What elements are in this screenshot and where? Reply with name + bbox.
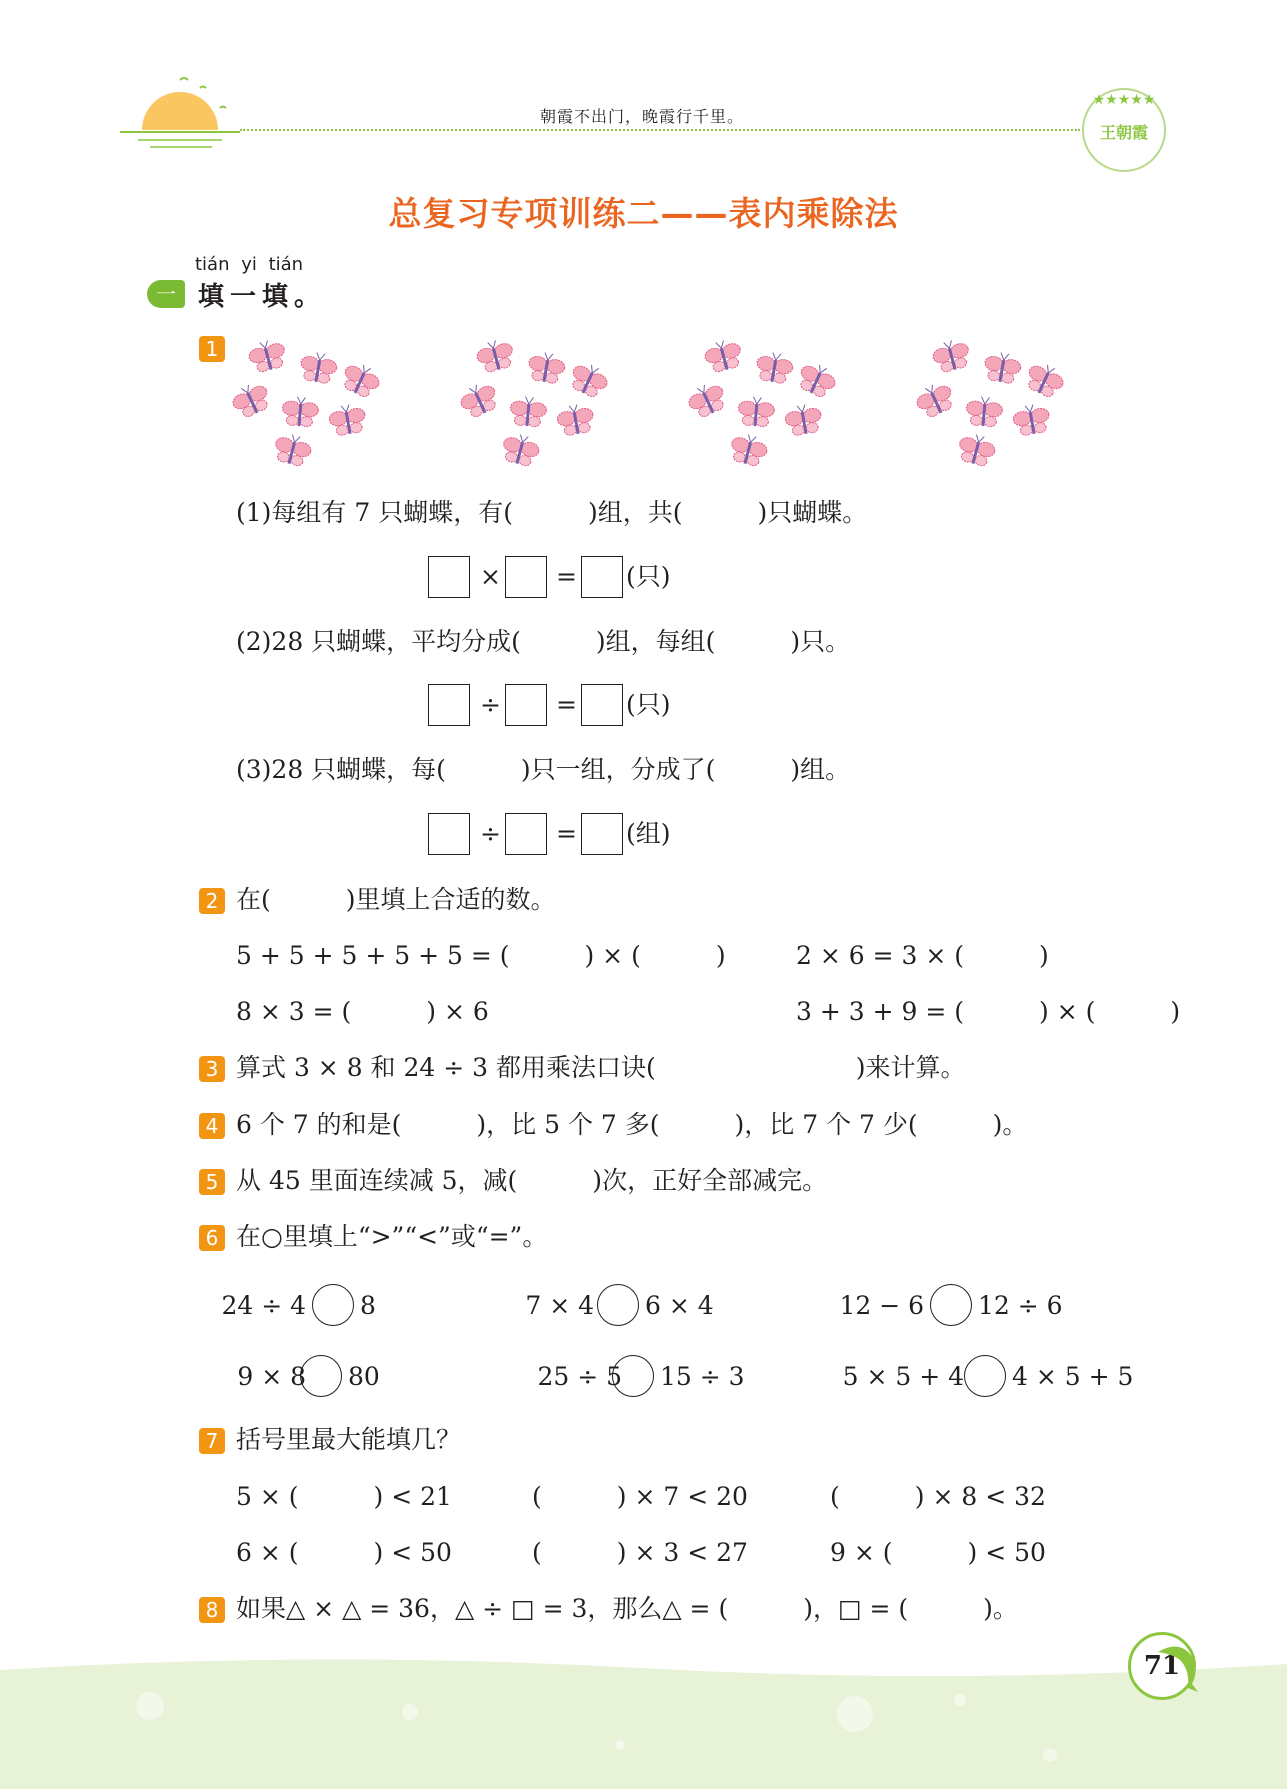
compare-right: 4 × 5 + 5	[1012, 1362, 1134, 1391]
question-2-badge: 2	[199, 888, 225, 914]
q4-text: 6 个 7 的和是( )，比 5 个 7 多( )，比 7 个 7 少( )。	[236, 1110, 1028, 1139]
compare-circle[interactable]	[597, 1284, 639, 1326]
operator: ÷	[480, 690, 501, 719]
q2-item: 3 + 3 + 9 = ( ) × ( )	[796, 997, 1181, 1026]
footer-wave	[0, 1650, 1287, 1789]
answer-box[interactable]	[428, 684, 470, 726]
q5-text: 从 45 里面连续减 5，减( )次，正好全部减完。	[236, 1166, 828, 1195]
compare-right: 8	[360, 1291, 376, 1320]
sunset-decoration	[120, 70, 240, 155]
header-divider	[240, 129, 1080, 131]
butterfly-groups	[230, 330, 1080, 470]
answer-box[interactable]	[505, 813, 547, 855]
q7-item: ( ) × 3 < 27	[532, 1538, 748, 1567]
logo-stars: ★★★★★	[1092, 92, 1156, 108]
header-motto: 朝霞不出门，晚霞行千里。	[540, 107, 745, 126]
q2-item: 8 × 3 = ( ) × 6	[236, 997, 489, 1026]
q6-text: 在○里填上“>”“<”或“=”。	[236, 1222, 548, 1251]
answer-box[interactable]	[581, 556, 623, 598]
q2-text: 在( )里填上合适的数。	[236, 885, 556, 914]
section-number-badge: 一	[147, 280, 185, 308]
compare-circle[interactable]	[930, 1284, 972, 1326]
butterfly-group-1	[230, 337, 383, 468]
unit-label: (只)	[626, 562, 671, 591]
answer-box[interactable]	[505, 684, 547, 726]
answer-box[interactable]	[428, 813, 470, 855]
logo-text: 王朝霞	[1099, 123, 1148, 142]
compare-left: 24 ÷ 4	[221, 1291, 306, 1320]
question-1-badge: 1	[199, 336, 225, 362]
page-title: 总复习专项训练二——表内乘除法	[388, 194, 899, 233]
compare-circle[interactable]	[300, 1355, 342, 1397]
equals-sign: =	[556, 690, 577, 719]
compare-left: 9 × 8	[237, 1362, 306, 1391]
question-3-badge: 3	[199, 1056, 225, 1082]
compare-right: 12 ÷ 6	[978, 1291, 1063, 1320]
answer-box[interactable]	[581, 813, 623, 855]
question-7-badge: 7	[199, 1428, 225, 1454]
q6-compare	[525, 1284, 852, 1328]
compare-right: 6 × 4	[645, 1291, 714, 1320]
q1-part2: (2)28 只蝴蝶，平均分成( )组，每组( )只。	[236, 627, 851, 656]
unit-label: (只)	[626, 690, 671, 719]
compare-left: 12 − 6	[839, 1291, 924, 1320]
q1-equation-3	[428, 813, 688, 857]
question-5-badge: 5	[199, 1169, 225, 1195]
answer-box[interactable]	[581, 684, 623, 726]
page-number: 71	[1128, 1632, 1196, 1700]
unit-label: (组)	[626, 819, 671, 848]
q8-text: 如果△ × △ = 36，△ ÷ □ = 3，那么△ = ( )，□ = ( )。	[236, 1594, 1018, 1623]
butterfly-group-4	[913, 337, 1068, 468]
q6-compare	[830, 1355, 1160, 1399]
answer-box[interactable]	[505, 556, 547, 598]
q7-text: 括号里最大能填几？	[236, 1425, 462, 1454]
q2-item: 2 × 6 = 3 × ( )	[796, 941, 1049, 970]
compare-right: 15 ÷ 3	[660, 1362, 745, 1391]
q6-compare	[532, 1355, 852, 1399]
answer-box[interactable]	[428, 556, 470, 598]
dolphin-icon	[1150, 1640, 1202, 1700]
q7-item: ( ) × 7 < 20	[532, 1482, 748, 1511]
question-6-badge: 6	[199, 1225, 225, 1251]
brand-logo	[1082, 88, 1166, 172]
equals-sign: =	[556, 562, 577, 591]
equals-sign: =	[556, 819, 577, 848]
butterfly-group-2	[457, 337, 612, 468]
compare-circle[interactable]	[964, 1355, 1006, 1397]
compare-circle[interactable]	[612, 1355, 654, 1397]
q7-item: 9 × ( ) < 50	[830, 1538, 1046, 1567]
q7-item: 6 × ( ) < 50	[236, 1538, 452, 1567]
q3-text: 算式 3 × 8 和 24 ÷ 3 都用乘法口诀( )来计算。	[236, 1053, 966, 1082]
question-8-badge: 8	[199, 1597, 225, 1623]
operator: ÷	[480, 819, 501, 848]
compare-left: 5 × 5 + 4	[842, 1362, 964, 1391]
section-title: 填一填。	[198, 282, 327, 312]
q1-part3: (3)28 只蝴蝶，每( )只一组，分成了( )组。	[236, 755, 851, 784]
compare-left: 25 ÷ 5	[537, 1362, 622, 1391]
operator: ×	[480, 562, 501, 591]
q1-part1: (1)每组有 7 只蝴蝶，有( )组，共( )只蝴蝶。	[236, 498, 868, 527]
q1-equation-1	[428, 556, 688, 600]
q6-compare	[830, 1284, 1160, 1328]
compare-circle[interactable]	[312, 1284, 354, 1326]
q7-item: ( ) × 8 < 32	[830, 1482, 1046, 1511]
question-4-badge: 4	[199, 1113, 225, 1139]
q7-item: 5 × ( ) < 21	[236, 1482, 452, 1511]
section-pinyin: tián yi tián	[195, 254, 304, 275]
butterfly-group-3	[685, 337, 840, 468]
q1-equation-2	[428, 684, 688, 728]
compare-left: 7 × 4	[525, 1291, 594, 1320]
q2-item: 5 + 5 + 5 + 5 + 5 = ( ) × ( )	[236, 941, 726, 970]
compare-right: 80	[348, 1362, 380, 1391]
